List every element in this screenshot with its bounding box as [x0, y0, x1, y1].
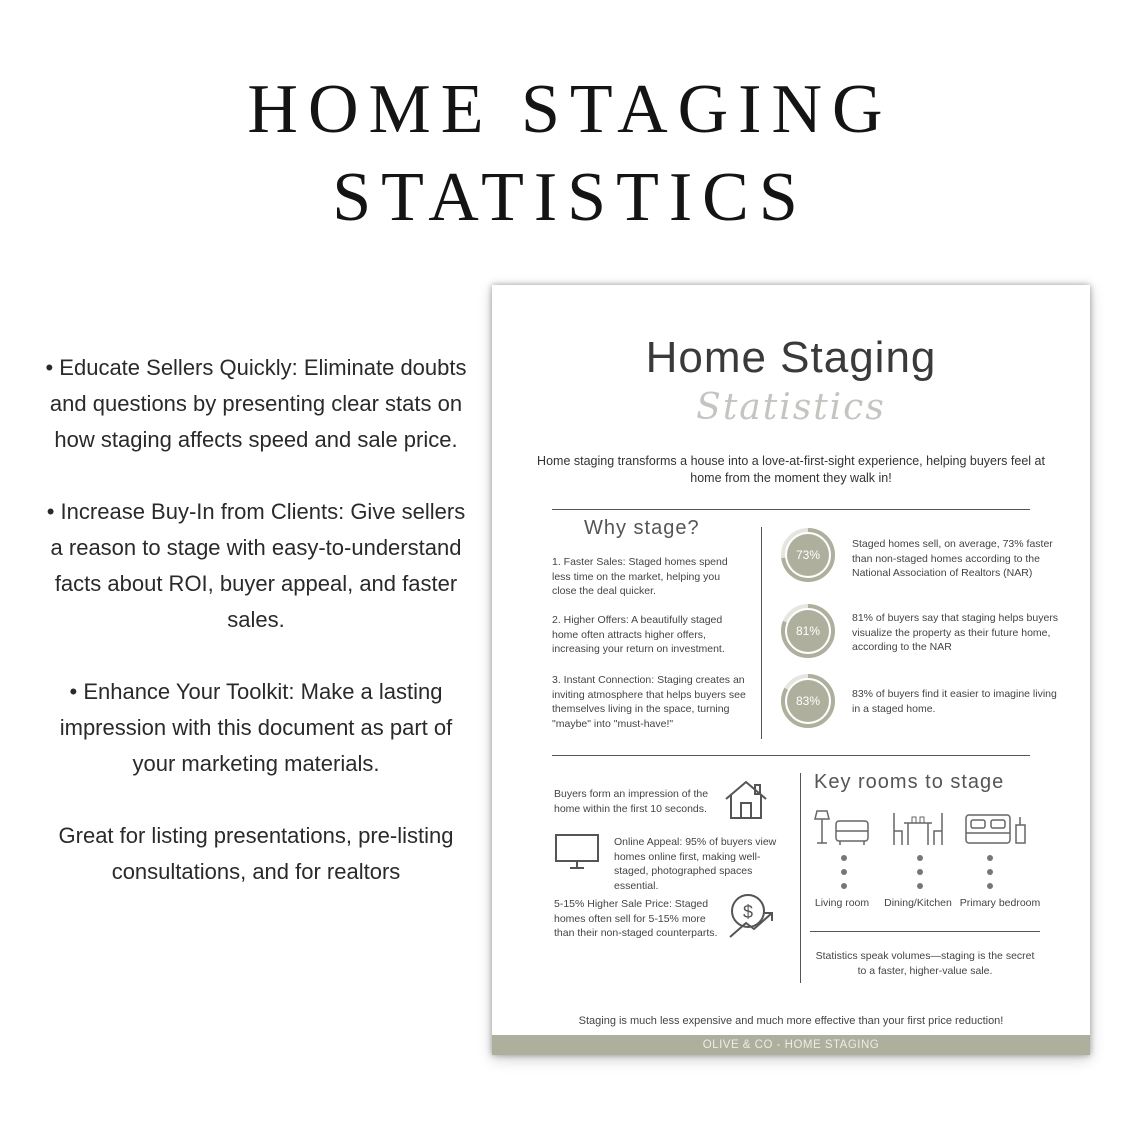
- dollar-growth-icon: [726, 891, 778, 941]
- fact-text: Online Appeal: 95% of buyers view homes online first, making well-staged, photographed spaces essential.: [614, 836, 777, 892]
- fact-text: Buyers form an impression of the home within the first 10 seconds.: [554, 788, 709, 815]
- feature-item: • Increase Buy-In from Clients: Give sellers a reason to stage with easy-to-understand facts about ROI, buyer appeal, and faster sales.: [46, 499, 466, 632]
- key-rooms-title: Key rooms to stage: [814, 771, 1005, 793]
- main-title-line1: HOME STAGING: [247, 71, 893, 148]
- bottom-line: Staging is much less expensive and much more effective than your first price reduction!: [578, 1015, 1004, 1027]
- bed-icon: [964, 811, 1028, 847]
- room-label: Primary bedroom: [959, 897, 1041, 909]
- monitor-icon: [554, 833, 600, 871]
- divider-middle: [552, 755, 1030, 756]
- doc-title: Home Staging: [645, 333, 937, 382]
- room-label: Living room: [814, 897, 870, 909]
- closing-text: Statistics speak volumes—staging is the secret to a faster, higher-value sale.: [815, 950, 1035, 977]
- feature-item: Great for listing presentations, pre-listing consultations, and for realtors: [58, 823, 454, 884]
- svg-text:$: $: [742, 902, 754, 922]
- stat-text: Staged homes sell, on average, 73% faster than non-staged homes according to the National Association of Realtors (NAR): [852, 538, 1053, 579]
- sofa-lamp-icon: [814, 809, 872, 847]
- feature-item: • Educate Sellers Quickly: Eliminate doubts and questions by presenting clear stats on how staging affects speed and sale price.: [45, 355, 467, 452]
- doc-intro: Home staging transforms a house into a love-at-first-sight experience, helping buyers feel at home from the moment they walk in!: [537, 454, 1045, 485]
- stat-value: 73%: [795, 548, 821, 562]
- why-item: 1. Faster Sales: Staged homes spend less time on the market, helping you close the deal quicker.: [552, 556, 728, 597]
- why-item: 3. Instant Connection: Staging creates an inviting atmosphere that helps buyers see themselves living in the space, turning "maybe" into "must-have!": [552, 674, 746, 730]
- doc-footer: OLIVE & CO - HOME STAGING: [492, 1035, 1090, 1055]
- stat-circle-83: [780, 673, 836, 729]
- stat-value: 81%: [795, 624, 821, 638]
- doc-script-title: Statistics: [696, 387, 886, 428]
- divider-top: [552, 509, 1030, 510]
- main-title-line2: STATISTICS: [332, 159, 808, 236]
- divider-vertical-lower: [800, 773, 801, 983]
- room-dots: [841, 855, 847, 897]
- fact-text: 5-15% Higher Sale Price: Staged homes often sell for 5-15% more than their non-staged counterparts.: [554, 898, 718, 939]
- divider-vertical: [761, 527, 762, 739]
- divider-rooms: [810, 931, 1040, 932]
- why-item: 2. Higher Offers: A beautifully staged home often attracts higher offers, increasing your return on investment.: [552, 614, 725, 655]
- why-stage-title: Why stage?: [584, 517, 700, 539]
- stat-circle-81: [780, 603, 836, 659]
- stat-value: 83%: [795, 694, 821, 708]
- room-dots: [987, 855, 993, 897]
- document-preview: [492, 285, 1090, 1055]
- stat-text: 81% of buyers say that staging helps buyers visualize the property as their future home, according to the NAR: [852, 612, 1059, 653]
- stat-text: 83% of buyers find it easier to imagine living in a staged home.: [852, 688, 1057, 715]
- feature-list: [42, 350, 470, 926]
- dining-table-icon: [890, 811, 946, 847]
- house-icon: [722, 779, 770, 821]
- stat-circle-73: [780, 527, 836, 583]
- feature-item: • Enhance Your Toolkit: Make a lasting impression with this document as part of your marketing materials.: [59, 679, 453, 776]
- room-label: Dining/Kitchen: [884, 897, 952, 909]
- room-dots: [917, 855, 923, 897]
